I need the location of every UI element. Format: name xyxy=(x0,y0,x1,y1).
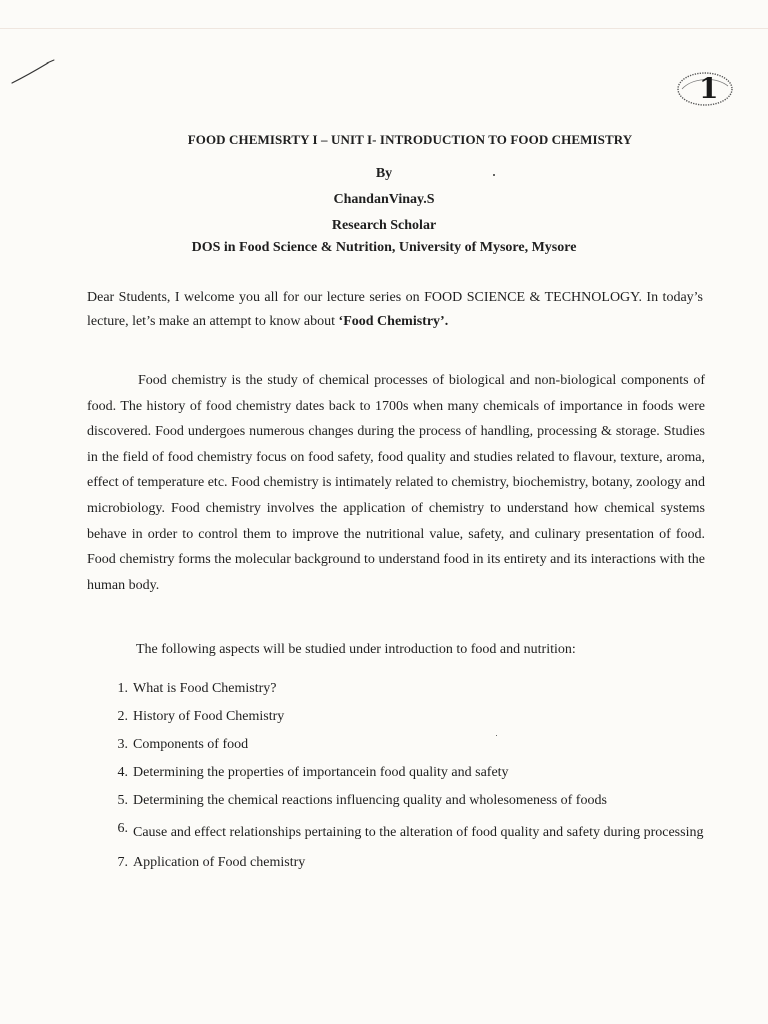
list-number: 6. xyxy=(117,821,128,836)
list-item xyxy=(102,707,732,727)
list-item-text: Cause and effect relationships pertaining to the alteration of food quality and safety during processing xyxy=(133,825,704,840)
list-item-text: What is Food Chemistry? xyxy=(133,681,277,696)
list-number: 4. xyxy=(117,765,128,780)
list-number: 7. xyxy=(117,855,128,870)
list-item xyxy=(102,853,732,873)
author-role: Research Scholar xyxy=(331,218,437,233)
page-number: 1 xyxy=(699,72,719,105)
list-number: 3. xyxy=(117,737,128,752)
list-number: 5. xyxy=(117,793,128,808)
list-number: 1. xyxy=(117,681,128,696)
intro-emphasis: ‘Food Chemistry’. xyxy=(338,314,449,329)
aspects-list xyxy=(102,679,732,881)
list-number: 2. xyxy=(117,709,128,724)
list-item xyxy=(102,735,732,755)
list-item-text: Determining the properties of importancein food quality and safety xyxy=(133,765,509,780)
list-item xyxy=(102,679,732,699)
intro-text: Dear Students, I welcome you all for our lecture series on FOOD SCIENCE & TECHNOLOGY. In today’s lecture, let’s make an attempt to know about xyxy=(87,290,703,329)
pen-stroke-mark xyxy=(10,58,58,88)
aspects-lead: The following aspects will be studied under introduction to food and nutrition: xyxy=(136,642,576,657)
scan-edge-line xyxy=(0,28,768,29)
author-department: DOS in Food Science & Nutrition, University of Mysore, Mysore xyxy=(191,240,577,255)
list-item xyxy=(102,763,732,783)
list-item-text: Determining the chemical reactions influencing quality and wholesomeness of foods xyxy=(133,793,607,808)
list-item-text: Application of Food chemistry xyxy=(133,855,306,870)
document-title: FOOD CHEMISRTY I – UNIT I- INTRODUCTION TO FOOD CHEMISTRY xyxy=(187,132,633,147)
list-item-text: History of Food Chemistry xyxy=(133,709,285,724)
list-item xyxy=(102,791,732,811)
intro-paragraph xyxy=(87,286,703,334)
list-item-text: Components of food xyxy=(133,737,249,752)
author-name: ChandanVinay.S xyxy=(333,192,435,207)
list-item xyxy=(102,819,732,846)
body-paragraph: Food chemistry is the study of chemical processes of biological and non-biological components of food. The history of food chemistry dates back to 1700s when many chemicals of importance in foods were discovered. Food undergoes numerous changes during the process of handling, processing & storage. Studies in the field of food chemistry focus on food safety, food quality and studies related to flavour, texture, aroma, effect of temperature etc. Food chemistry is intimately related to chemistry, biochemistry, botany, zoology and microbiology. Food chemistry involves the application of chemistry to understand how chemical systems behave in order to control them to improve the nutritional value, safety, and culinary presentation of food. Food chemistry forms the molecular background to understand food in its entirety and its interactions with the human body. xyxy=(87,373,705,593)
page-number-stamp xyxy=(670,66,738,112)
byline-label: By xyxy=(375,166,393,181)
